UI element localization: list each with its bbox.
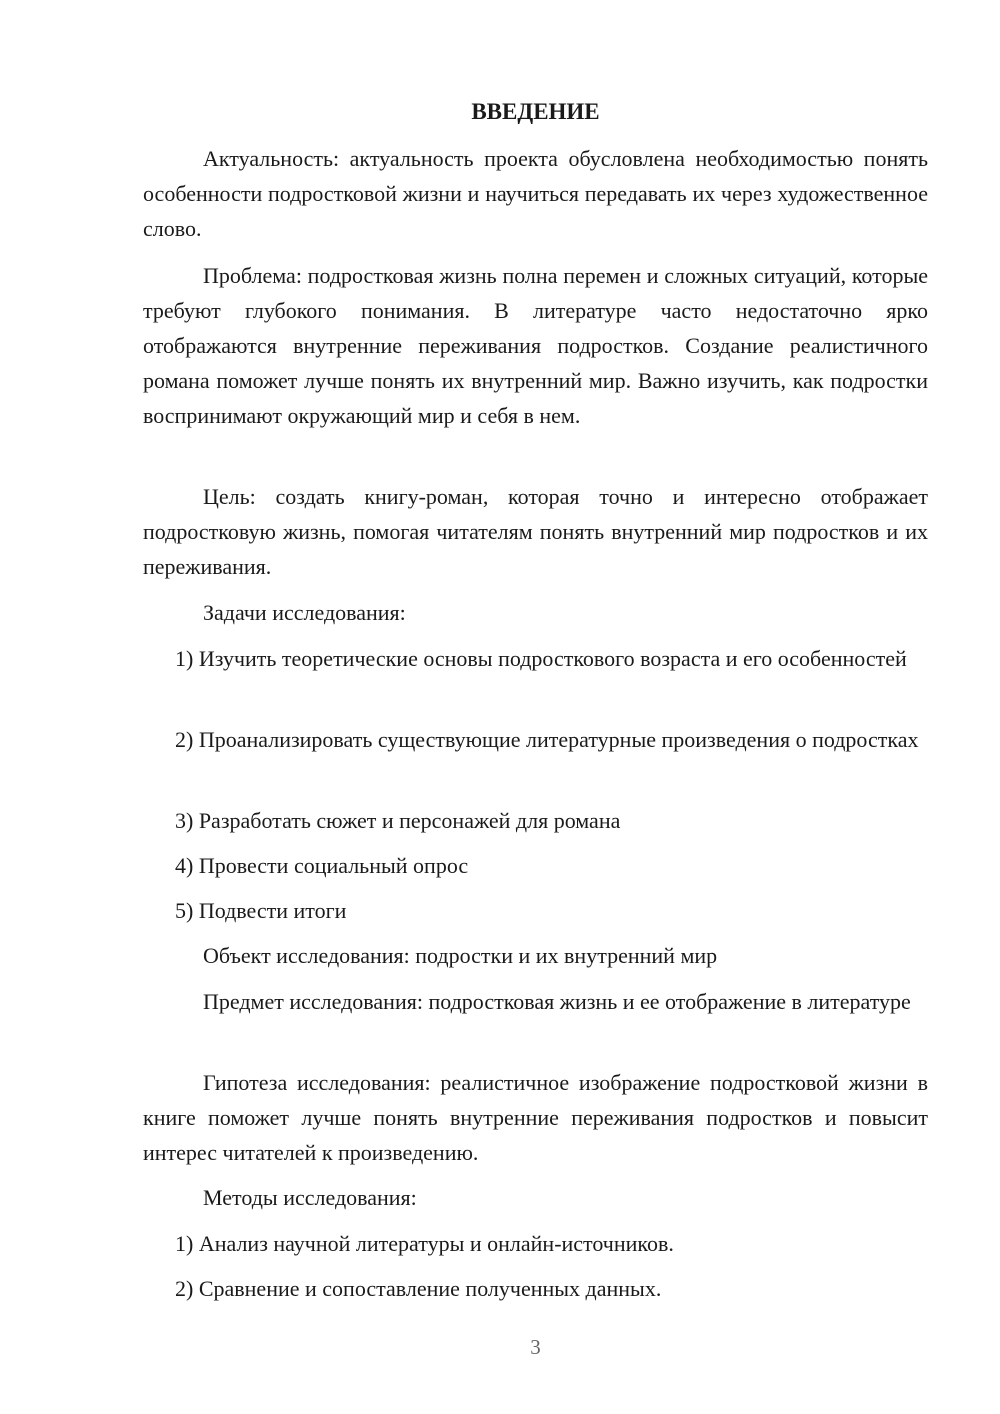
paragraph-problem: Проблема: подростковая жизнь полна перемен и сложных ситуаций, которые требуют глубокого понимания. В литературе часто недостаточно ярко отображаются внутренние переживания подростков. Создание реалистичного романа поможет лучше понять их внутренний мир. Важно изучить, как подростки воспринимают окружающий мир и себя в нем.	[143, 263, 928, 428]
task-item-3: 3) Разработать сюжет и персонажей для романа	[175, 808, 621, 833]
paragraph-hypothesis: Гипотеза исследования: реалистичное изображение подростковой жизни в книге поможет лучше понять внутренние переживания подростков и повысит интерес читателей к произведению.	[143, 1070, 928, 1165]
task-item-2: 2) Проанализировать существующие литературные произведения о подростках	[175, 727, 919, 752]
tasks-heading: Задачи исследования:	[203, 600, 406, 625]
document-page	[143, 0, 928, 1414]
section-heading: ВВЕДЕНИЕ	[471, 99, 600, 124]
paragraph-relevance: Актуальность: актуальность проекта обусловлена необходимостью понять особенности подростковой жизни и научиться передавать их через художественное слово.	[143, 146, 928, 241]
task-item-1: 1) Изучить теоретические основы подросткового возраста и его особенностей	[175, 646, 907, 671]
paragraph-goal: Цель: создать книгу-роман, которая точно и интересно отображает подростковую жизнь, помогая читателям понять внутренний мир подростков и их переживания.	[143, 484, 928, 579]
paragraph-object: Объект исследования: подростки и их внутренний мир	[203, 943, 718, 968]
paragraph-subject: Предмет исследования: подростковая жизнь и ее отображение в литературе	[203, 989, 911, 1014]
page-number: 3	[530, 1335, 541, 1359]
methods-heading: Методы исследования:	[203, 1185, 417, 1210]
task-item-5: 5) Подвести итоги	[175, 898, 347, 923]
method-item-1: 1) Анализ научной литературы и онлайн-источников.	[175, 1231, 674, 1256]
method-item-2: 2) Сравнение и сопоставление полученных данных.	[175, 1276, 662, 1301]
task-item-4: 4) Провести социальный опрос	[175, 853, 469, 878]
